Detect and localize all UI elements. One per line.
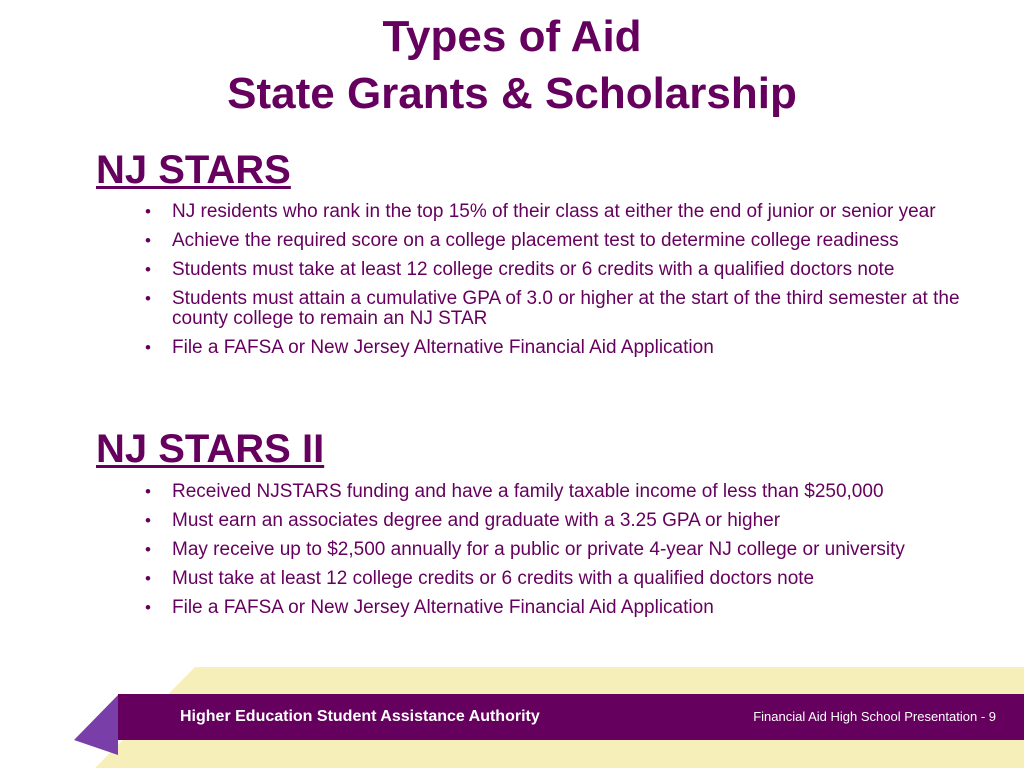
bullet-item: [145, 568, 1002, 589]
bullet-text: File a FAFSA or New Jersey Alternative Financial Aid Application: [172, 597, 714, 618]
bullet-item: [145, 288, 1002, 329]
footer-organization-name: Higher Education Student Assistance Authority: [180, 708, 540, 725]
bullet-item: [145, 337, 1002, 358]
bullet-item: [145, 597, 1002, 618]
bullet-text: Students must take at least 12 college credits or 6 credits with a qualified doctors note: [172, 259, 895, 280]
bullet-dot-icon: •: [145, 260, 151, 279]
slide-title-line-1: Types of Aid: [382, 12, 642, 61]
bullet-dot-icon: •: [145, 338, 151, 357]
section-heading-nj-stars-ii: NJ STARS II: [96, 427, 325, 471]
bullet-item: [145, 201, 1002, 222]
bullet-item: [145, 539, 1002, 560]
bullet-text: Students must attain a cumulative GPA of 3.0 or higher at the start of the third semester at the county college to remain an NJ STAR: [172, 288, 960, 329]
footer-wedge: [74, 695, 118, 755]
bullet-item: [145, 481, 1002, 502]
nj-stars-ii-bullet-list: [145, 481, 1002, 627]
bullet-dot-icon: •: [145, 511, 151, 530]
bullet-text: Must earn an associates degree and graduate with a 3.25 GPA or higher: [172, 510, 781, 531]
bullet-dot-icon: •: [145, 289, 151, 308]
footer-page-label: Financial Aid High School Presentation - 9: [753, 709, 996, 724]
bullet-text: Received NJSTARS funding and have a family taxable income of less than $250,000: [172, 481, 884, 502]
bullet-dot-icon: •: [145, 231, 151, 250]
bullet-item: [145, 230, 1002, 251]
bullet-text: File a FAFSA or New Jersey Alternative Financial Aid Application: [172, 337, 714, 358]
bullet-dot-icon: •: [145, 569, 151, 588]
bullet-dot-icon: •: [145, 202, 151, 221]
bullet-text: NJ residents who rank in the top 15% of their class at either the end of junior or senior year: [172, 201, 936, 222]
bullet-text: May receive up to $2,500 annually for a public or private 4-year NJ college or university: [172, 539, 905, 560]
section-heading-nj-stars: NJ STARS: [96, 148, 291, 192]
bullet-text: Achieve the required score on a college placement test to determine college readiness: [172, 230, 899, 251]
bullet-dot-icon: •: [145, 598, 151, 617]
bullet-dot-icon: •: [145, 540, 151, 559]
bullet-text: Must take at least 12 college credits or 6 credits with a qualified doctors note: [172, 568, 815, 589]
bullet-item: [145, 259, 1002, 280]
bullet-dot-icon: •: [145, 482, 151, 501]
bullet-item: [145, 510, 1002, 531]
nj-stars-bullet-list: [145, 201, 1002, 367]
slide-title-line-2: State Grants & Scholarship: [227, 69, 797, 118]
